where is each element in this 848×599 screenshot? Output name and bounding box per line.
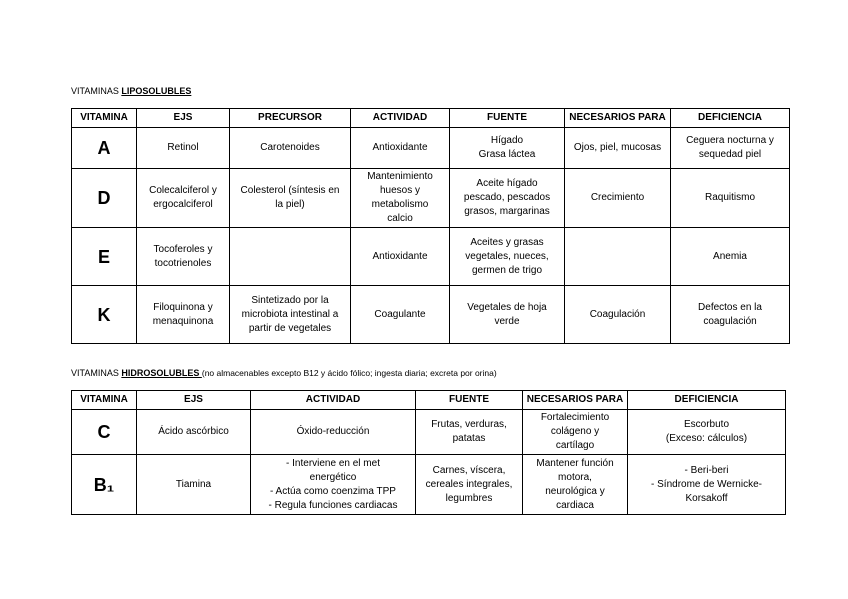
header-cell: VITAMINA — [72, 391, 137, 410]
ejs-cell: Tiamina — [137, 455, 251, 515]
fuente-cell: Aceites y grasas vegetales, nueces, germen de trigo — [450, 228, 565, 286]
header-cell: DEFICIENCIA — [628, 391, 786, 410]
deficiencia-cell: Ceguera nocturna y sequedad piel — [671, 128, 790, 169]
vitamin-cell: E — [72, 228, 137, 286]
fuente-cell: Aceite hígado pescado, pescados grasos, margarinas — [450, 169, 565, 228]
precursor-cell — [230, 228, 351, 286]
hidrosolubles-table — [71, 390, 786, 515]
hidrosolubles-title-note: (no almacenables excepto B12 y ácido fólico; ingesta diaria; excreta por orina) — [201, 368, 497, 378]
necesarios-cell: Mantener función motora, neurológica y cardiaca — [523, 455, 628, 515]
deficiencia-cell: Escorbuto (Exceso: cálculos) — [628, 410, 786, 455]
necesarios-cell — [565, 228, 671, 286]
liposolubles-title-prefix: VITAMINAS — [71, 86, 122, 96]
vitamin-cell: C — [72, 410, 137, 455]
ejs-cell: Filoquinona y menaquinona — [137, 286, 230, 344]
necesarios-cell: Coagulación — [565, 286, 671, 344]
precursor-cell: Carotenoides — [230, 128, 351, 169]
vitamin-cell: D — [72, 169, 137, 228]
table-row — [72, 455, 786, 515]
deficiencia-cell: Defectos en la coagulación — [671, 286, 790, 344]
ejs-cell: Retinol — [137, 128, 230, 169]
table-row — [72, 286, 790, 344]
precursor-cell: Colesterol (síntesis en la piel) — [230, 169, 351, 228]
ejs-cell: Ácido ascórbico — [137, 410, 251, 455]
actividad-cell: Antioxidante — [351, 128, 450, 169]
header-cell: NECESARIOS PARA — [565, 109, 671, 128]
table-row — [72, 169, 790, 228]
liposolubles-title — [71, 86, 191, 96]
necesarios-cell: Ojos, piel, mucosas — [565, 128, 671, 169]
ejs-cell: Tocoferoles y tocotrienoles — [137, 228, 230, 286]
fuente-cell: Hígado Grasa láctea — [450, 128, 565, 169]
liposolubles-header-row — [72, 109, 790, 128]
fuente-cell: Frutas, verduras, patatas — [416, 410, 523, 455]
necesarios-cell: Crecimiento — [565, 169, 671, 228]
hidrosolubles-title-emph: HIDROSOLUBLES — [121, 368, 202, 378]
precursor-cell: Sintetizado por la microbiota intestinal a partir de vegetales — [230, 286, 351, 344]
header-cell: PRECURSOR — [230, 109, 351, 128]
liposolubles-table — [71, 108, 790, 344]
fuente-cell: Carnes, víscera, cereales integrales, legumbres — [416, 455, 523, 515]
vitamin-cell: K — [72, 286, 137, 344]
vitamin-cell: A — [72, 128, 137, 169]
necesarios-cell: Fortalecimiento colágeno y cartílago — [523, 410, 628, 455]
ejs-cell: Colecalciferol y ergocalciferol — [137, 169, 230, 228]
hidrosolubles-title — [71, 368, 497, 378]
header-cell: ACTIVIDAD — [351, 109, 450, 128]
liposolubles-title-emph: LIPOSOLUBLES — [121, 86, 192, 96]
header-cell: EJS — [137, 109, 230, 128]
actividad-cell: - Interviene en el met energético - Actúa como coenzima TPP - Regula funciones cardiacas — [251, 455, 416, 515]
actividad-cell: Óxido-reducción — [251, 410, 416, 455]
table-row — [72, 410, 786, 455]
hidrosolubles-title-prefix: VITAMINAS — [71, 368, 122, 378]
header-cell: FUENTE — [450, 109, 565, 128]
actividad-cell: Antioxidante — [351, 228, 450, 286]
header-cell: DEFICIENCIA — [671, 109, 790, 128]
table-row — [72, 228, 790, 286]
actividad-cell: Coagulante — [351, 286, 450, 344]
fuente-cell: Vegetales de hoja verde — [450, 286, 565, 344]
deficiencia-cell: Raquitismo — [671, 169, 790, 228]
header-cell: NECESARIOS PARA — [523, 391, 628, 410]
header-cell: FUENTE — [416, 391, 523, 410]
deficiencia-cell: Anemia — [671, 228, 790, 286]
header-cell: ACTIVIDAD — [251, 391, 416, 410]
header-cell: EJS — [137, 391, 251, 410]
hidrosolubles-header-row — [72, 391, 786, 410]
actividad-cell: Mantenimiento huesos y metabolismo calcio — [351, 169, 450, 228]
vitamin-cell: B₁ — [72, 455, 137, 515]
table-row — [72, 128, 790, 169]
header-cell: VITAMINA — [72, 109, 137, 128]
deficiencia-cell: - Beri-beri - Síndrome de Wernicke- Korsakoff — [628, 455, 786, 515]
